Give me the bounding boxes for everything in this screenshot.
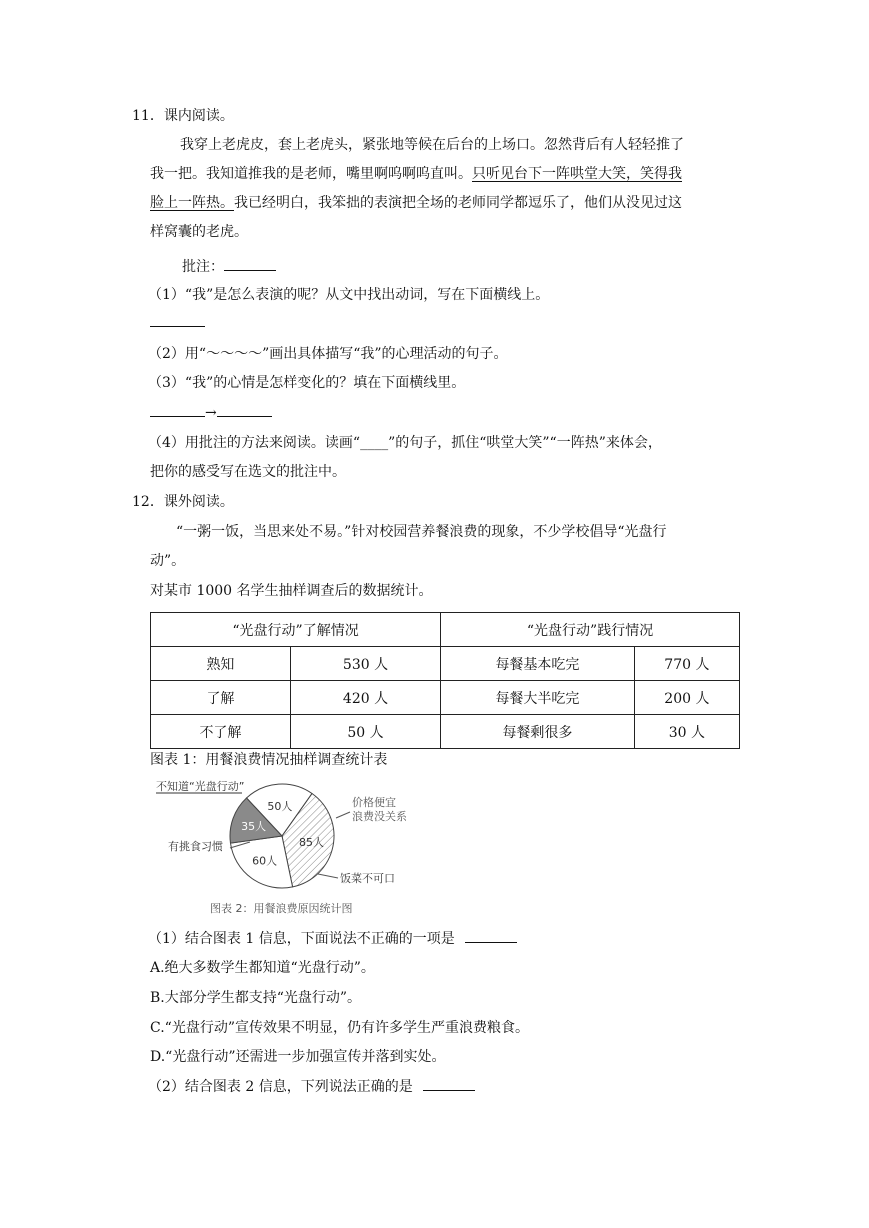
q12-subquestion-2 xyxy=(148,1076,475,1097)
q11-paragraph-line-4: 样窝囊的老虎。 xyxy=(150,224,248,240)
table-caption: 图表 1：用餐浪费情况抽样调查统计表 xyxy=(150,752,388,768)
option-d: D.“光盘行动”还需进一步加强宣传并落到实处。 xyxy=(150,1049,446,1065)
q12-subquestion-2-text: （2）结合图表 2 信息，下列说法正确的是 xyxy=(148,1079,413,1095)
q12-subquestion-1-text: （1）结合图表 1 信息，下面说法不正确的一项是 xyxy=(148,931,455,947)
q11-annotation xyxy=(182,256,276,277)
table-header-right: “光盘行动”践行情况 xyxy=(441,613,740,647)
pie-label-not-tasty: 饭菜不可口 xyxy=(340,872,395,885)
annotation-blank[interactable] xyxy=(224,256,276,271)
pie-label-picky: 有挑食习惯 xyxy=(168,840,223,853)
q11-paragraph-line-1: 我穿上老虎皮，套上老虎头，紧张地等候在后台的上场口。忽然背后有人轻轻推了 xyxy=(180,137,684,153)
table-cell: 420 人 xyxy=(290,681,440,715)
mood-before-blank[interactable] xyxy=(150,402,205,417)
table-cell: 每餐剩很多 xyxy=(441,715,635,749)
q11-text-segment: 我一把。我知道推我的是老师，嘴里啊呜啊呜直叫。 xyxy=(150,166,472,182)
survey-table xyxy=(150,612,740,749)
q11-text-segment: 我已经明白，我笨拙的表演把全场的老师同学都逗乐了，他们从没见过这 xyxy=(234,195,682,211)
table-cell: 熟知 xyxy=(151,647,291,681)
table-header-row xyxy=(151,613,740,647)
pie-leader-line xyxy=(336,812,350,818)
q11-mood-change-answer xyxy=(150,402,272,423)
table-cell: 770 人 xyxy=(634,647,739,681)
table-cell: 不了解 xyxy=(151,715,291,749)
pie-caption: 图表 2：用餐浪费原因统计图 xyxy=(210,902,353,915)
q11-subquestion-4: （4）用批注的方法来阅读。读画“____”的句子，抓住“哄堂大笑”“一阵热”来体会， xyxy=(148,435,662,451)
q12-subquestion-1 xyxy=(148,928,517,949)
mood-after-blank[interactable] xyxy=(217,402,272,417)
table-row xyxy=(151,715,740,749)
waste-reason-pie-chart xyxy=(150,778,440,918)
table-header-left: “光盘行动”了解情况 xyxy=(151,613,441,647)
option-b: B.大部分学生都支持“光盘行动”。 xyxy=(150,990,362,1006)
pie-label-cheap: 价格便宜 xyxy=(352,796,396,809)
q11-answer-line-1 xyxy=(150,312,205,333)
option-a: A.绝大多数学生都知道“光盘行动”。 xyxy=(150,960,375,976)
table-cell: 每餐大半吃完 xyxy=(441,681,635,715)
q11-subquestion-4-cont: 把你的感受写在选文的批注中。 xyxy=(150,464,346,480)
table-cell: 200 人 xyxy=(634,681,739,715)
q12-paragraph-line-3: 对某市 1000 名学生抽样调查后的数据统计。 xyxy=(150,583,433,599)
table-cell: 50 人 xyxy=(290,715,440,749)
pie-label-waste-ok: 浪费没关系 xyxy=(352,810,407,823)
pie-value-label: 50人 xyxy=(267,799,293,813)
q11-subquestion-3: （3）“我”的心情是怎样变化的？填在下面横线里。 xyxy=(148,375,466,391)
q12-paragraph-line-2: 动”。 xyxy=(150,553,186,569)
q11-underlined-sentence-start: 只听见台下一阵哄堂大笑，笑得我 xyxy=(472,166,682,182)
table-row xyxy=(151,681,740,715)
q11-subquestion-1: （1）“我”是怎么表演的呢？从文中找出动词，写在下面横线上。 xyxy=(148,287,550,303)
q11-underlined-sentence-end: 脸上一阵热。 xyxy=(150,195,234,211)
pie-label-not-know: 不知道“光盘行动” xyxy=(156,780,245,793)
table-cell: 每餐基本吃完 xyxy=(441,647,635,681)
pie-value-label: 85人 xyxy=(299,836,324,850)
table-row xyxy=(151,647,740,681)
arrow-icon: → xyxy=(205,405,217,421)
pie-value-label: 35人 xyxy=(241,819,267,833)
q11-paragraph-line-3 xyxy=(150,193,682,213)
q11-subquestion-2: （2）用“～～～～”画出具体描写“我”的心理活动的句子。 xyxy=(148,346,508,362)
q12-paragraph-line-1: “一粥一饭，当思来处不易。”针对校园营养餐浪费的现象，不少学校倡导“光盘行 xyxy=(176,524,667,540)
option-c: C.“光盘行动”宣传效果不明显，仍有许多学生严重浪费粮食。 xyxy=(150,1020,529,1036)
q12-s1-answer-blank[interactable] xyxy=(465,928,517,943)
table-cell: 530 人 xyxy=(290,647,440,681)
table-cell: 30 人 xyxy=(634,715,739,749)
pie-value-label: 60人 xyxy=(252,854,278,868)
annotation-label: 批注： xyxy=(182,259,224,275)
q11-paragraph-line-2 xyxy=(150,164,682,184)
table-cell: 了解 xyxy=(151,681,291,715)
q12-s2-answer-blank[interactable] xyxy=(423,1076,475,1091)
answer-blank[interactable] xyxy=(150,312,205,327)
pie-leader-line xyxy=(318,874,338,878)
q12-number: 12．课外阅读。 xyxy=(132,494,234,510)
q11-number: 11．课内阅读。 xyxy=(132,108,234,124)
